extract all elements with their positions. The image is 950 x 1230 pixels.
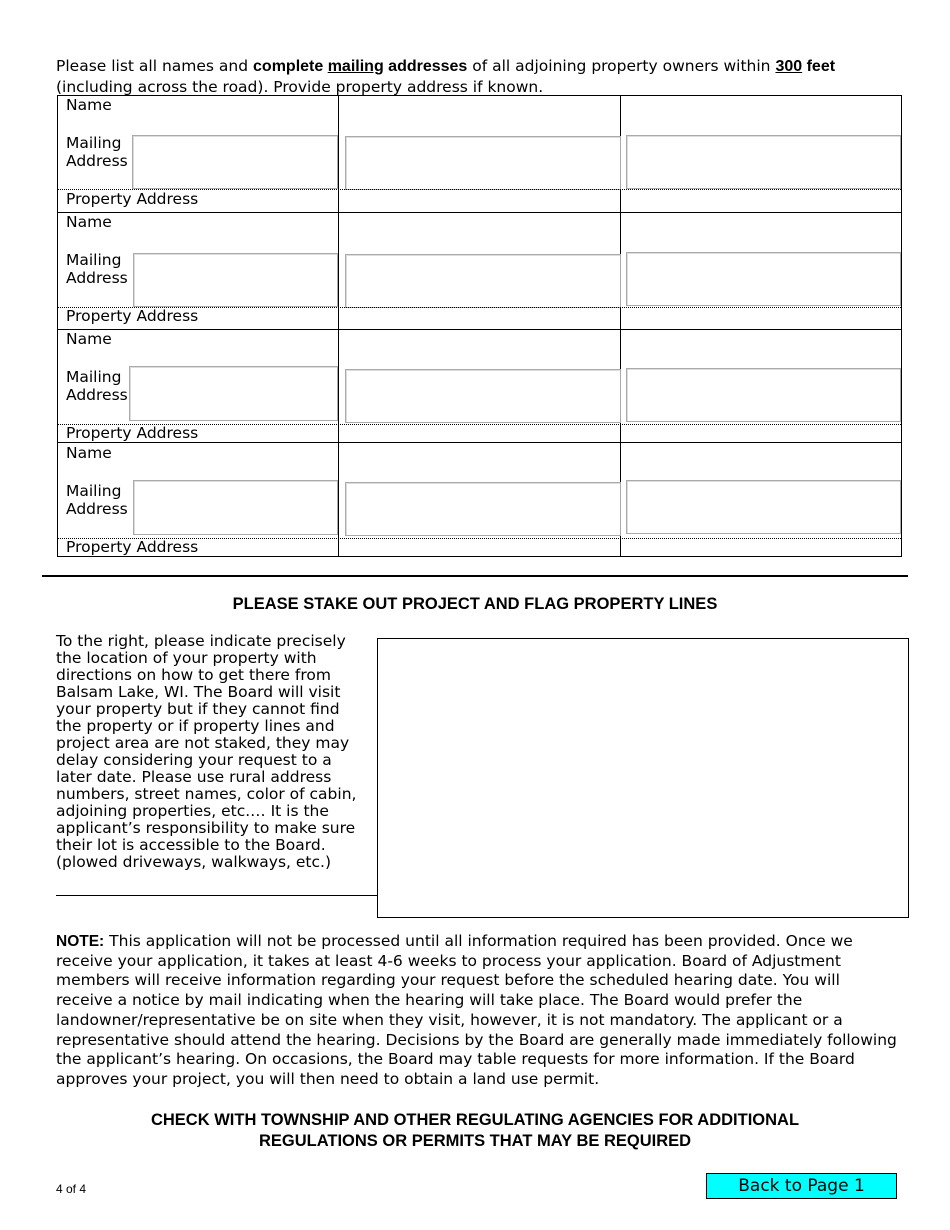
- property-address-label: Property Address: [66, 424, 199, 442]
- name-label: Name: [66, 96, 112, 114]
- check-agencies-heading: CHECK WITH TOWNSHIP AND OTHER REGULATING AGENCIES FOR ADDITIONAL REGULATIONS OR PERMITS THAT MAY BE REQUIRED: [150, 1111, 800, 1150]
- address-label: Address: [66, 269, 128, 287]
- address-label: Address: [66, 152, 128, 170]
- property-address-label: Property Address: [66, 307, 199, 325]
- page-number: 4 of 4: [56, 1182, 87, 1196]
- name-label: Name: [66, 213, 112, 231]
- property-directions-field[interactable]: [377, 638, 909, 918]
- section-divider: [42, 575, 908, 577]
- mailing-address-field[interactable]: [345, 369, 621, 423]
- mailing-address-field[interactable]: [626, 368, 901, 422]
- mailing-address-field[interactable]: [133, 253, 338, 307]
- mailing-address-field[interactable]: [133, 480, 338, 535]
- mailing-address-field[interactable]: [626, 135, 901, 189]
- mailing-label: Mailing: [66, 368, 122, 386]
- stake-heading: PLEASE STAKE OUT PROJECT AND FLAG PROPERTY LINES: [232, 595, 718, 613]
- address-label: Address: [66, 500, 128, 518]
- directions-underline: [56, 895, 378, 896]
- name-label: Name: [66, 444, 112, 462]
- mailing-address-field[interactable]: [345, 136, 621, 190]
- name-label: Name: [66, 330, 112, 348]
- address-label: Address: [66, 386, 128, 404]
- note-label: NOTE:: [56, 933, 105, 950]
- mailing-label: Mailing: [66, 482, 122, 500]
- property-address-label: Property Address: [66, 538, 199, 556]
- mailing-address-field[interactable]: [129, 366, 338, 421]
- mailing-label: Mailing: [66, 134, 122, 152]
- mailing-label: Mailing: [66, 251, 122, 269]
- mailing-address-field[interactable]: [345, 254, 621, 308]
- property-address-label: Property Address: [66, 190, 199, 208]
- column-divider: [338, 96, 339, 556]
- directions-instructions: To the right, please indicate precisely the location of your property with directions on how to get there from Balsam Lake, WI. The Board will visit your property but if they cannot find the property or if property lines and project area are not staked, they may delay considering your request to a later date. Please use rural address numbers, street names, color of cabin, adjoining properties, etc.… It is the applicant’s responsibility to make sure their lot is accessible to the Board. (plowed driveways, walkways, etc.): [56, 632, 357, 871]
- mailing-address-field[interactable]: [626, 252, 901, 306]
- mailing-address-field[interactable]: [345, 482, 621, 536]
- adjoining-owners-table: [57, 95, 902, 557]
- mailing-address-field[interactable]: [132, 135, 338, 189]
- back-to-page-1-button[interactable]: Back to Page 1: [706, 1173, 897, 1199]
- note-paragraph: NOTE: This application will not be processed until all information required has been provided. Once we receive your application, it takes at least 4-6 weeks to process your application. Board of Adjustment members will receive information regarding your request before the scheduled hearing date. You will receive a notice by mail indicating when the hearing will take place. The Board would prefer the landowner/representative be on site when they visit, however, it is not mandatory. The applicant or a representative should attend the hearing. Decisions by the Board are generally made immediately following the applicant’s hearing. On occasions, the Board may table requests for more information. If the Board approves your project, you will then need to obtain a land use permit.: [56, 932, 897, 1088]
- mailing-address-field[interactable]: [626, 480, 901, 534]
- intro-text: Please list all names and complete mailing addresses of all adjoining property owners within 300 feet (including across the road). Provide property address if known.: [56, 57, 836, 96]
